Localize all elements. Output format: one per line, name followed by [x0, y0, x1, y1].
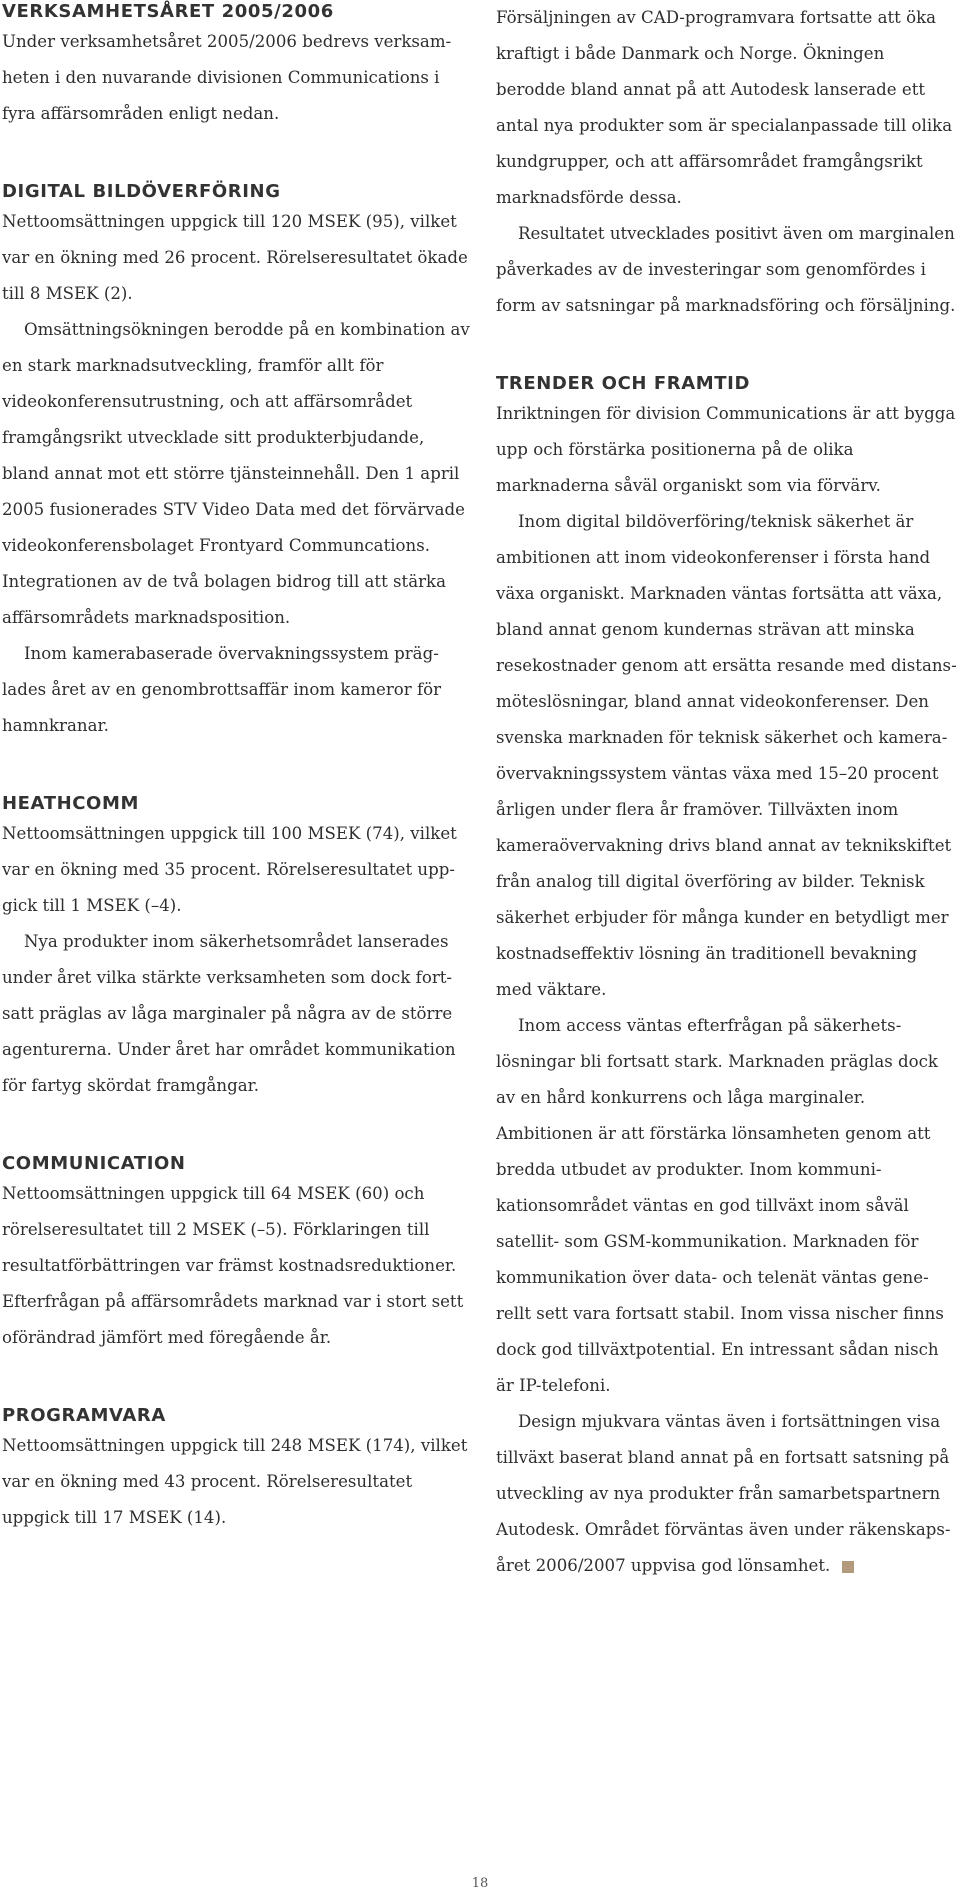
section-heading: VERKSAMHETSÅRET 2005/2006	[2, 1, 334, 22]
paragraph: Försäljningen av CAD-programvara fortsatte att öka kraftigt i både Danmark och Norge. Ökningen berodde bland annat på att Autodesk lanserade ett antal nya produkter som är specialanpassade till olika kundgrupper, och att affärsområdet framgångsrikt marknadsförde dessa.	[496, 8, 953, 207]
section-heading: HEATHCOMM	[2, 793, 139, 814]
section-trender-och-framtid	[496, 372, 958, 1584]
section-programvara-continued	[496, 0, 958, 324]
paragraph: Inom digital bildöverföring/teknisk säkerhet är ambitionen att inom videokonferenser i första hand växa organiskt. Marknaden väntas fortsätta att växa, bland annat genom kundernas strävan att minska resekostnader genom att ersätta resande med distansmöteslösningar, bland annat videokonferenser. Den svenska marknaden för teknisk säkerhet och kameraövervakningssystem väntas växa med 15–20 procent årligen under flera år framöver. Tillväxten inom kameraövervakning drivs bland annat av teknikskiftet från analog till digital överföring av bilder. Teknisk säkerhet erbjuder för många kunder en betydligt mer kostnadseffektiv lösning än traditionell bevakning med väktare.	[496, 512, 957, 999]
section-heading: DIGITAL BILDÖVERFÖRING	[2, 181, 281, 202]
final-paragraph	[496, 1404, 958, 1584]
section-digital-bildoverforing	[2, 180, 472, 744]
right-column	[496, 0, 958, 1632]
section-heathcomm	[2, 792, 472, 1104]
paragraph: Under verksamhetsåret 2005/2006 bedrevs verksamheten i den nuvarande divisionen Communications i fyra affärsområden enligt nedan.	[2, 32, 452, 123]
paragraph: Resultatet utvecklades positivt även om marginalen påverkades av de investeringar som genomfördes i form av satsningar på marknadsföring och försäljning.	[496, 224, 956, 315]
paragraph: Inom kamerabaserade övervakningssystem präglades året av en genombrottsaffär inom kameror för hamnkranar.	[2, 644, 442, 735]
section-verksamhetsaret	[2, 0, 472, 132]
section-heading: TRENDER OCH FRAMTID	[496, 373, 751, 394]
section-heading: COMMUNICATION	[2, 1153, 186, 1174]
paragraph: Nettoomsättningen uppgick till 100 MSEK (74), vilket var en ökning med 35 procent. Rörelseresultatet uppgick till 1 MSEK (–4).	[2, 824, 457, 915]
paragraph: Inriktningen för division Communications är att bygga upp och förstärka positionerna på de olika marknaderna såväl organiskt som via förvärv.	[496, 404, 956, 495]
section-programvara	[2, 1404, 472, 1536]
page-number: 18	[471, 1876, 489, 1891]
section-heading: PROGRAMVARA	[2, 1405, 166, 1426]
paragraph: Nettoomsättningen uppgick till 248 MSEK (174), vilket var en ökning med 43 procent. Rörelseresultatet uppgick till 17 MSEK (14).	[2, 1436, 468, 1527]
section-communication	[2, 1152, 472, 1356]
paragraph: Nettoomsättningen uppgick till 64 MSEK (60) och rörelseresultatet till 2 MSEK (–5). Förklaringen till resultatförbättringen var främst kostnadsreduktioner. Efterfrågan på affärsområdets marknad var i stort sett oförändrad jämfört med föregående år.	[2, 1184, 464, 1347]
paragraph: Omsättningsökningen berodde på en kombination av en stark marknadsutveckling, framför allt för videokonferensutrustning, och att affärsområdet framgångsrikt utvecklade sitt produkterbjudande, bland annat mot ett större tjänsteinnehåll. Den 1 april 2005 fusionerades STV Video Data med det förvärvade videokonferensbolaget Frontyard Communcations. Integrationen av de två bolagen bidrog till att stärka affärsområdets marknadsposition.	[2, 320, 470, 627]
left-column	[2, 0, 472, 1584]
paragraph: Nettoomsättningen uppgick till 120 MSEK (95), vilket var en ökning med 26 procent. Rörelseresultatet ökade till 8 MSEK (2).	[2, 212, 468, 303]
paragraph: Inom access väntas efterfrågan på säkerhetslösningar bli fortsatt stark. Marknaden präglas dock av en hård konkurrens och låga marginaler. Ambitionen är att förstärka lönsamheten genom att bredda utbudet av produkter. Inom kommunikationsområdet väntas en god tillväxt inom såväl satellit- som GSM-kommunikation. Marknaden för kommunikation över data- och telenät väntas generellt sett vara fortsatt stabil. Inom vissa nischer finns dock god tillväxtpotential. En intressant sådan nisch är IP-telefoni.	[496, 1016, 944, 1395]
paragraph: Nya produkter inom säkerhetsområdet lanserades under året vilka stärkte verksamheten som dock fortsatt präglas av låga marginaler på några av de större agenturerna. Under året har området kommunikation för fartyg skördat framgångar.	[2, 932, 456, 1095]
paragraph-text: Design mjukvara väntas även i fortsättningen visa tillväxt baserat bland annat på en fortsatt satsning på utveckling av nya produkter från samarbetspartnern Autodesk. Området förväntas även under räkenskapsåret 2006/2007 uppvisa god lönsamhet.	[496, 1412, 951, 1575]
end-of-article-square-icon	[842, 1561, 854, 1573]
